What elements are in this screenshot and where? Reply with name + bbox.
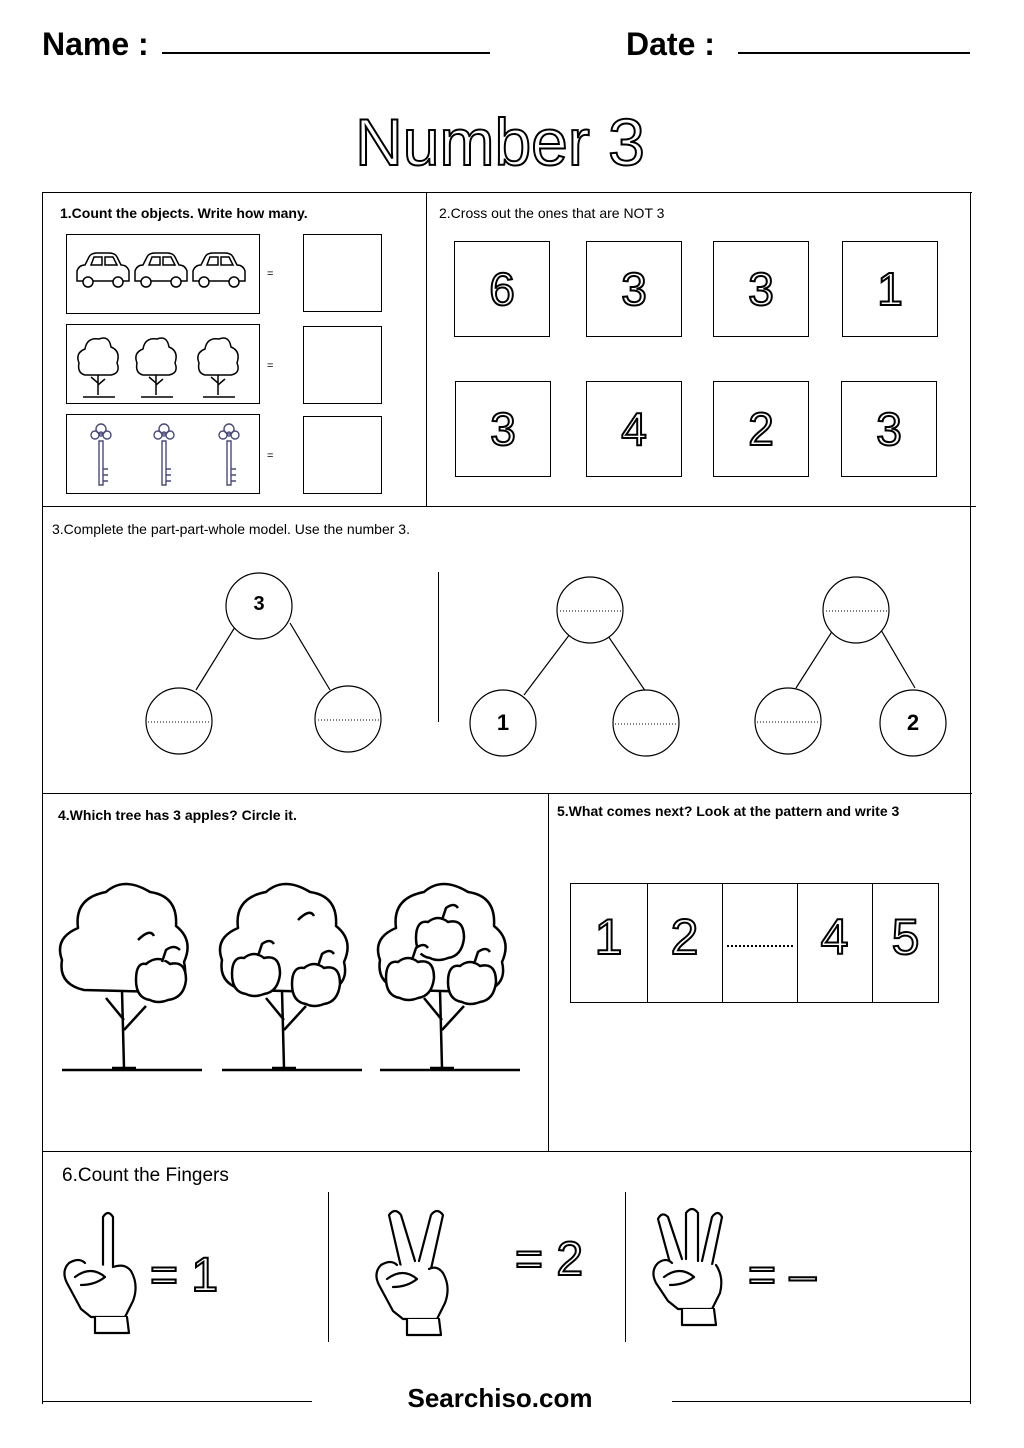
- number-tile[interactable]: 4: [586, 381, 682, 477]
- page-title: Number 3: [355, 105, 645, 179]
- q2-prompt: 2.Cross out the ones that are NOT 3: [439, 205, 665, 221]
- whole-circle[interactable]: [557, 577, 623, 643]
- hand-one-finger-icon: [64, 1213, 135, 1333]
- number-tile[interactable]: 3: [586, 241, 682, 337]
- part-circle[interactable]: [146, 688, 212, 754]
- grid-line: [548, 793, 549, 1151]
- divider: [722, 883, 723, 1003]
- name-label: Name :: [42, 26, 149, 62]
- number-tile[interactable]: 6: [454, 241, 550, 337]
- equals-sign: =: [267, 360, 274, 372]
- pattern-number: 1: [594, 909, 623, 965]
- pattern-number: 2: [670, 909, 699, 965]
- number-tile[interactable]: 1: [842, 241, 938, 337]
- grid-line: [42, 1151, 972, 1152]
- pattern-number: 5: [891, 909, 920, 965]
- q6-prompt: 6.Count the Fingers: [62, 1165, 229, 1186]
- q5-prompt: 5.What comes next? Look at the pattern and write 3: [557, 803, 900, 819]
- q1-prompt: 1.Count the objects. Write how many.: [60, 205, 308, 221]
- finger-equation-blank[interactable]: = –: [748, 1249, 817, 1302]
- equals-sign: =: [267, 450, 274, 462]
- pattern-number: 4: [820, 909, 849, 965]
- whole-circle[interactable]: [823, 577, 889, 643]
- part-value: 2: [906, 710, 920, 735]
- hand-two-fingers-icon: [376, 1211, 447, 1335]
- date-label: Date :: [626, 26, 715, 62]
- finger-equation: = 1: [150, 1249, 219, 1302]
- q4-prompt: 4.Which tree has 3 apples? Circle it.: [58, 807, 297, 823]
- q3-prompt: 3.Complete the part-part-whole model. Use the number 3.: [52, 521, 410, 537]
- tree-three-apples[interactable]: [378, 884, 520, 1070]
- apple-trees: [54, 880, 534, 1080]
- number-tile[interactable]: 3: [841, 381, 937, 477]
- tree-one-apple[interactable]: [60, 884, 202, 1070]
- tree-two-apples[interactable]: [220, 884, 362, 1070]
- equals-sign: =: [267, 268, 274, 280]
- number-tile[interactable]: 3: [455, 381, 551, 477]
- finger-equation: = 2: [515, 1233, 584, 1286]
- number-tile[interactable]: 3: [713, 241, 809, 337]
- hand-three-fingers-icon: [653, 1209, 722, 1325]
- pattern-blank[interactable]: [727, 945, 793, 947]
- part-circle[interactable]: [755, 688, 821, 754]
- part-circle[interactable]: [613, 690, 679, 756]
- brand-footer: Searchiso.com: [407, 1383, 593, 1413]
- part-value: 1: [496, 710, 510, 735]
- number-tile[interactable]: 2: [713, 381, 809, 477]
- whole-value: 3: [253, 593, 265, 615]
- part-circle[interactable]: [315, 686, 381, 752]
